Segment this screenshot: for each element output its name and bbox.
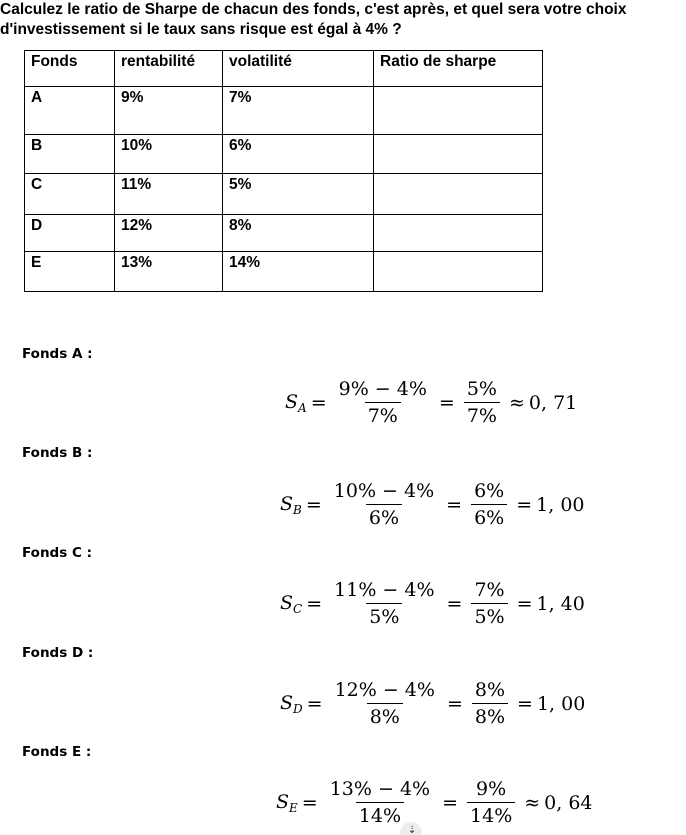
cell-fund: A	[25, 87, 115, 135]
formula-fraction-1: $\frac{9\% - 4\%}{7\%}$	[338, 378, 427, 427]
cell-ratio	[374, 135, 543, 174]
cell-volatilite: 6%	[223, 135, 374, 174]
formula-fraction-1: $\frac{13\% - 4\%}{14\%}$	[329, 778, 431, 827]
question-text	[0, 0, 686, 40]
sharpe-formula-a: $S_A$ = $\frac{9\% - 4\%}{7\%}$ = $\frac{5\%}{7\%}$ ≈ 0, 71	[285, 378, 578, 427]
formula-result: 1, 00	[536, 692, 586, 715]
cell-volatilite: 8%	[223, 215, 374, 252]
cell-rentabilite: 13%	[115, 252, 223, 292]
cell-volatilite: 7%	[223, 87, 374, 135]
cell-ratio	[374, 174, 543, 215]
cell-fund: D	[25, 215, 115, 252]
header-ratio-sharpe: Ratio de sharpe	[374, 51, 543, 87]
sharpe-formula-e: $S_E$ = $\frac{13\% - 4\%}{14\%}$ = $\frac{9\%}{14\%}$ ≈ 0, 64	[276, 778, 593, 827]
funds-table	[24, 50, 543, 292]
formula-symbol: $S_C$	[280, 591, 303, 616]
table-row	[25, 135, 543, 174]
header-volatilite: volatilité	[223, 51, 374, 87]
formula-fraction-2: $\frac{9\%}{14\%}$	[467, 778, 515, 827]
sharpe-formula-d: $S_D$ = $\frac{12\% - 4\%}{8\%}$ = $\frac{8\%}{8\%}$ = 1, 00	[280, 679, 586, 728]
formula-relation: =	[516, 493, 533, 516]
cell-rentabilite: 11%	[115, 174, 223, 215]
sharpe-formula-b: $S_B$ = $\frac{10\% - 4\%}{6\%}$ = $\frac{6\%}{6\%}$ = 1, 00	[280, 480, 585, 529]
formula-fraction-2: $\frac{5\%}{7\%}$	[464, 378, 500, 427]
formula-symbol: $S_B$	[280, 492, 302, 517]
formula-relation: ≈	[524, 791, 541, 814]
question-line-1: Calculez le ratio de Sharpe de chacun des fonds, c'est après, et quel sera votre choix	[0, 1, 627, 18]
formula-result: 0, 71	[528, 391, 578, 414]
cell-ratio	[374, 252, 543, 292]
header-fonds: Fonds	[25, 51, 115, 87]
fund-e-label: Fonds E :	[22, 744, 92, 760]
formula-fraction-1: $\frac{11\% - 4\%}{5\%}$	[334, 579, 435, 628]
fund-c-label: Fonds C :	[22, 545, 92, 561]
fund-d-label: Fonds D :	[22, 645, 94, 661]
cell-volatilite: 14%	[223, 252, 374, 292]
cell-ratio	[374, 215, 543, 252]
cell-volatilite: 5%	[223, 174, 374, 215]
formula-relation: =	[517, 692, 533, 715]
table-header-row	[25, 51, 543, 87]
scroll-down-icon[interactable]: ⇣	[400, 822, 422, 835]
formula-symbol: $S_E$	[276, 790, 298, 815]
table-row	[25, 252, 543, 292]
formula-fraction-2: $\frac{6\%}{6\%}$	[471, 480, 507, 529]
cell-fund: C	[25, 174, 115, 215]
formula-result: 1, 40	[536, 592, 585, 615]
formula-fraction-2: $\frac{8\%}{8\%}$	[472, 679, 508, 728]
table-row	[25, 87, 543, 135]
cell-ratio	[374, 87, 543, 135]
formula-fraction-1: $\frac{10\% - 4\%}{6\%}$	[333, 480, 435, 529]
formula-result: 1, 00	[536, 493, 585, 516]
cell-rentabilite: 9%	[115, 87, 223, 135]
formula-symbol: $S_D$	[280, 691, 303, 716]
cell-rentabilite: 12%	[115, 215, 223, 252]
sharpe-formula-c: $S_C$ = $\frac{11\% - 4\%}{5\%}$ = $\frac{7\%}{5\%}$ = 1, 40	[280, 579, 585, 628]
formula-fraction-2: $\frac{7\%}{5\%}$	[471, 579, 507, 628]
fund-a-label: Fonds A :	[22, 346, 93, 362]
table-row	[25, 215, 543, 252]
formula-relation: =	[516, 592, 533, 615]
question-line-2: d'investissement si le taux sans risque est égal à 4% ?	[0, 21, 402, 38]
cell-rentabilite: 10%	[115, 135, 223, 174]
formula-symbol: $S_A$	[285, 390, 307, 415]
formula-relation: ≈	[509, 391, 525, 414]
cell-fund: B	[25, 135, 115, 174]
formula-fraction-1: $\frac{12\% - 4\%}{8\%}$	[334, 679, 435, 728]
fund-b-label: Fonds B :	[22, 445, 93, 461]
cell-fund: E	[25, 252, 115, 292]
table-row	[25, 174, 543, 215]
header-rentabilite: rentabilité	[115, 51, 223, 87]
formula-result: 0, 64	[544, 791, 593, 814]
